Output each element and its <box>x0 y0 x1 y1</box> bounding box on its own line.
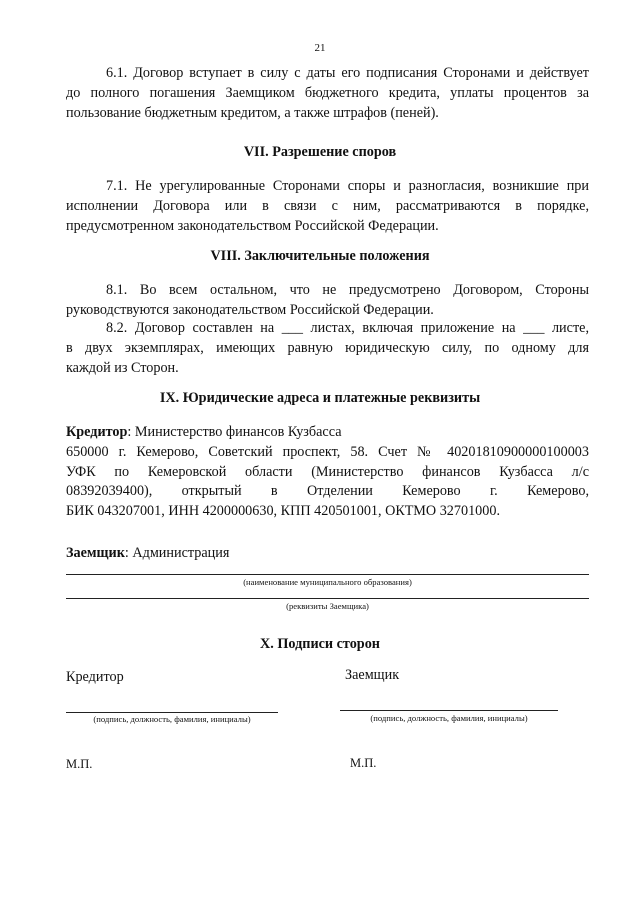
signature-creditor-label: Кредитор <box>66 669 124 685</box>
creditor-requisites <box>66 423 589 522</box>
creditor-label: Кредитор <box>66 424 128 440</box>
clause-7-1-line-2: исполнении Договора или в связи с ним, рассматриваются в порядке, <box>66 197 589 214</box>
section-9-title: IX. Юридические адреса и платежные реквизиты <box>159 390 481 406</box>
signature-borrower-line <box>340 710 558 711</box>
stamp-creditor: М.П. <box>66 757 93 771</box>
clause-6-1 <box>66 64 589 123</box>
signature-borrower-caption: (подпись, должность, фамилия, инициалы) <box>370 713 528 723</box>
signature-creditor-line <box>66 712 278 713</box>
creditor-line-3: 08392039400), открытый в Отделении Кемерово г. Кемерово, <box>66 483 589 500</box>
clause-8-1 <box>66 281 589 321</box>
signature-creditor-caption: (подпись, должность, фамилия, инициалы) <box>93 714 251 724</box>
requisites-line <box>66 598 589 599</box>
creditor-line-4: БИК 043207001, ИНН 4200000630, КПП 420501001, ОКТМО 32701000. <box>66 503 500 520</box>
municipality-line <box>66 574 589 575</box>
borrower-name: : Администрация <box>124 545 230 561</box>
clause-7-1-line-1: 7.1. Не урегулированные Сторонами споры и разногласия, возникшие при <box>106 178 589 194</box>
clause-8-2-line-3: каждой из Сторон. <box>66 359 179 376</box>
clause-6-1-line-3: пользование бюджетным кредитом, а также штрафов (пеней). <box>66 104 439 121</box>
stamp-borrower: М.П. <box>350 756 377 770</box>
creditor-line-1: 650000 г. Кемерово, Советский проспект, 58. Счет № 40201810900000100003 <box>66 443 589 460</box>
clause-8-2-line-2: в двух экземплярах, имеющих равную юридическую силу, по одному для <box>66 339 589 356</box>
clause-8-2 <box>66 319 589 378</box>
borrower-label: Заемщик <box>66 545 125 561</box>
clause-6-1-line-2: до полного погашения Заемщиком бюджетного кредита, уплаты процентов за <box>66 84 589 101</box>
clause-7-1 <box>66 177 589 236</box>
creditor-line-2: УФК по Кемеровской области (Министерство финансов Кузбасса л/с <box>66 463 589 480</box>
clause-8-1-line-1: 8.1. Во всем остальном, что не предусмотрено Договором, Стороны <box>106 282 589 298</box>
clause-8-1-line-2: руководствуются законодательством Российской Федерации. <box>66 301 434 318</box>
creditor-heading-line <box>66 423 589 443</box>
section-7-title: VII. Разрешение споров <box>243 144 397 160</box>
creditor-name: : Министерство финансов Кузбасса <box>127 424 342 440</box>
borrower-heading <box>66 544 589 564</box>
municipality-caption: (наименование муниципального образования) <box>243 577 412 587</box>
page-number: 21 <box>314 42 326 54</box>
clause-6-1-line-1: 6.1. Договор вступает в силу с даты его подписания Сторонами и действует <box>106 65 589 81</box>
clause-8-2-line-1: 8.2. Договор составлен на ___ листах, включая приложение на ___ листе, <box>106 320 589 336</box>
section-8-title: VIII. Заключительные положения <box>210 248 430 264</box>
signature-borrower-label: Заемщик <box>345 667 400 683</box>
section-10-title: X. Подписи сторон <box>260 636 380 652</box>
clause-7-1-line-3: предусмотренном законодательством Российской Федерации. <box>66 217 439 234</box>
requisites-caption: (реквизиты Заемщика) <box>286 601 369 611</box>
